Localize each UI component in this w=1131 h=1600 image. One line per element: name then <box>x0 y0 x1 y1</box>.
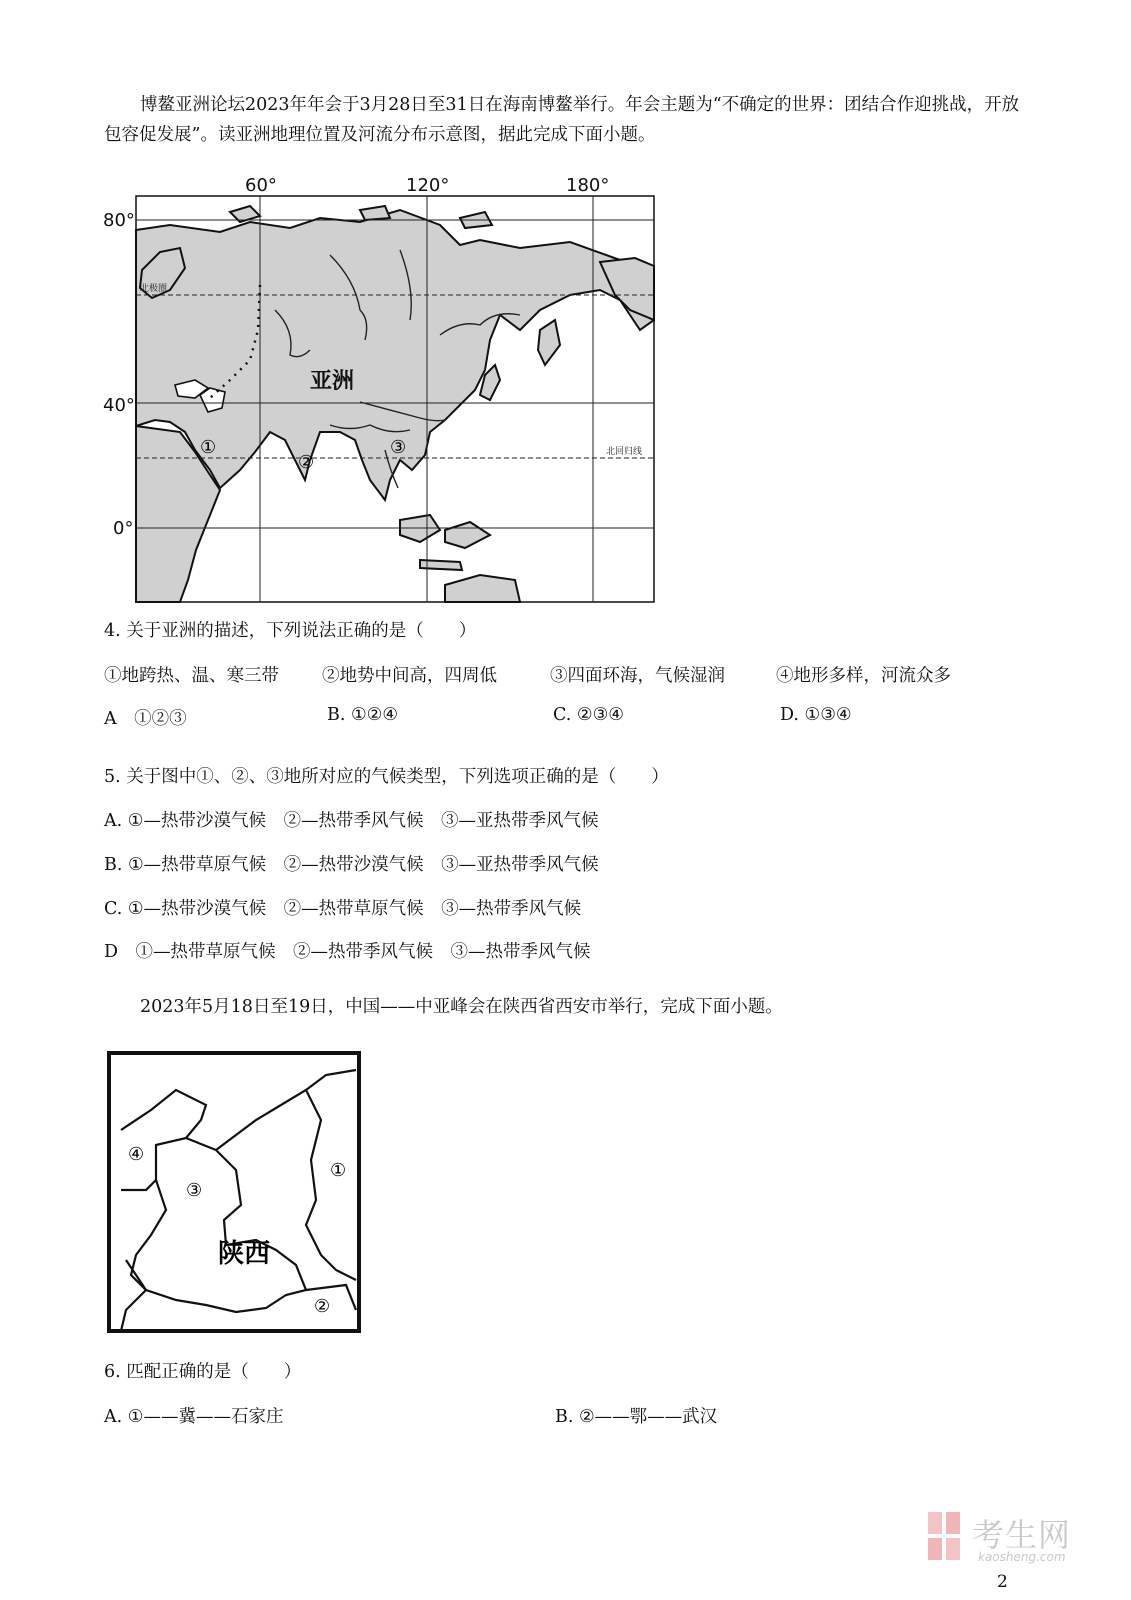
page-number: 2 <box>997 1572 1008 1592</box>
q5-option-c[interactable]: C. ①—热带沙漠气候 ②—热带草原气候 ③—热带季风气候 <box>104 899 582 919</box>
q6-option-b[interactable]: B. ②——鄂——武汉 <box>555 1407 718 1427</box>
asia-map <box>100 170 660 610</box>
watermark-logo-icon <box>928 1512 964 1560</box>
lon-label-60: 60° <box>245 175 277 196</box>
q4-option-c[interactable]: C. ②③④ <box>553 705 624 725</box>
lon-label-180: 180° <box>566 175 610 196</box>
marker-3: ③ <box>390 437 407 458</box>
q4-option-d[interactable]: D. ①③④ <box>780 705 852 725</box>
marker-1: ① <box>200 437 217 458</box>
q5-stem: 5. 关于图中①、②、③地所对应的气候类型，下列选项正确的是（ ） <box>104 767 669 787</box>
lat-label-40: 40° <box>103 395 135 416</box>
q4-statement-1: ①地跨热、温、寒三带 <box>104 666 279 686</box>
q4-statement-4: ④地形多样，河流众多 <box>776 666 951 686</box>
q6-stem: 6. 匹配正确的是（ ） <box>104 1362 302 1382</box>
marker-3: ③ <box>186 1180 203 1201</box>
intro-paragraph-1: 博鳌亚洲论坛2023年年会于3月28日至31日在海南博鳌举行。年会主题为“不确定的世界：团结合作迎挑战，开放包容促发展”。读亚洲地理位置及河流分布示意图，据此完成下面小题。 <box>104 95 1020 145</box>
arctic-circle-label: 北极圈 <box>140 284 168 294</box>
q5-option-b[interactable]: B. ①—热带草原气候 ②—热带沙漠气候 ③—亚热带季风气候 <box>104 855 599 875</box>
watermark-brand: 考生网 <box>972 1516 1072 1554</box>
q4-option-a[interactable]: A ①②③ <box>104 709 187 729</box>
watermark-url: kaosheng.com <box>978 1550 1066 1564</box>
q5-option-d[interactable]: D ①—热带草原气候 ②—热带季风气候 ③—热带季风气候 <box>104 942 591 962</box>
intro-paragraph-2: 2023年5月18日至19日，中国——中亚峰会在陕西省西安市举行，完成下面小题。 <box>140 997 783 1017</box>
marker-4: ④ <box>128 1144 145 1165</box>
tropic-label: 北回归线 <box>606 447 643 457</box>
q4-statement-3: ③四面环海，气候湿润 <box>550 666 725 686</box>
q6-option-a[interactable]: A. ①——冀——石家庄 <box>104 1407 284 1427</box>
q4-statement-2: ②地势中间高，四周低 <box>322 666 497 686</box>
lon-label-120: 120° <box>406 175 450 196</box>
q4-option-b[interactable]: B. ①②④ <box>327 705 399 725</box>
q5-option-a[interactable]: A. ①—热带沙漠气候 ②—热带季风气候 ③—亚热带季风气候 <box>104 811 599 831</box>
lat-label-80: 80° <box>103 210 135 231</box>
watermark <box>928 1510 1088 1566</box>
marker-1: ① <box>330 1160 347 1181</box>
lat-label-0: 0° <box>113 518 134 539</box>
asia-label: 亚洲 <box>310 369 355 394</box>
q4-stem: 4. 关于亚洲的描述，下列说法正确的是（ ） <box>104 621 477 641</box>
marker-2: ② <box>298 452 315 473</box>
shaanxi-label: 陕西 <box>218 1239 271 1269</box>
marker-2: ② <box>314 1296 331 1317</box>
shaanxi-map <box>106 1050 362 1334</box>
